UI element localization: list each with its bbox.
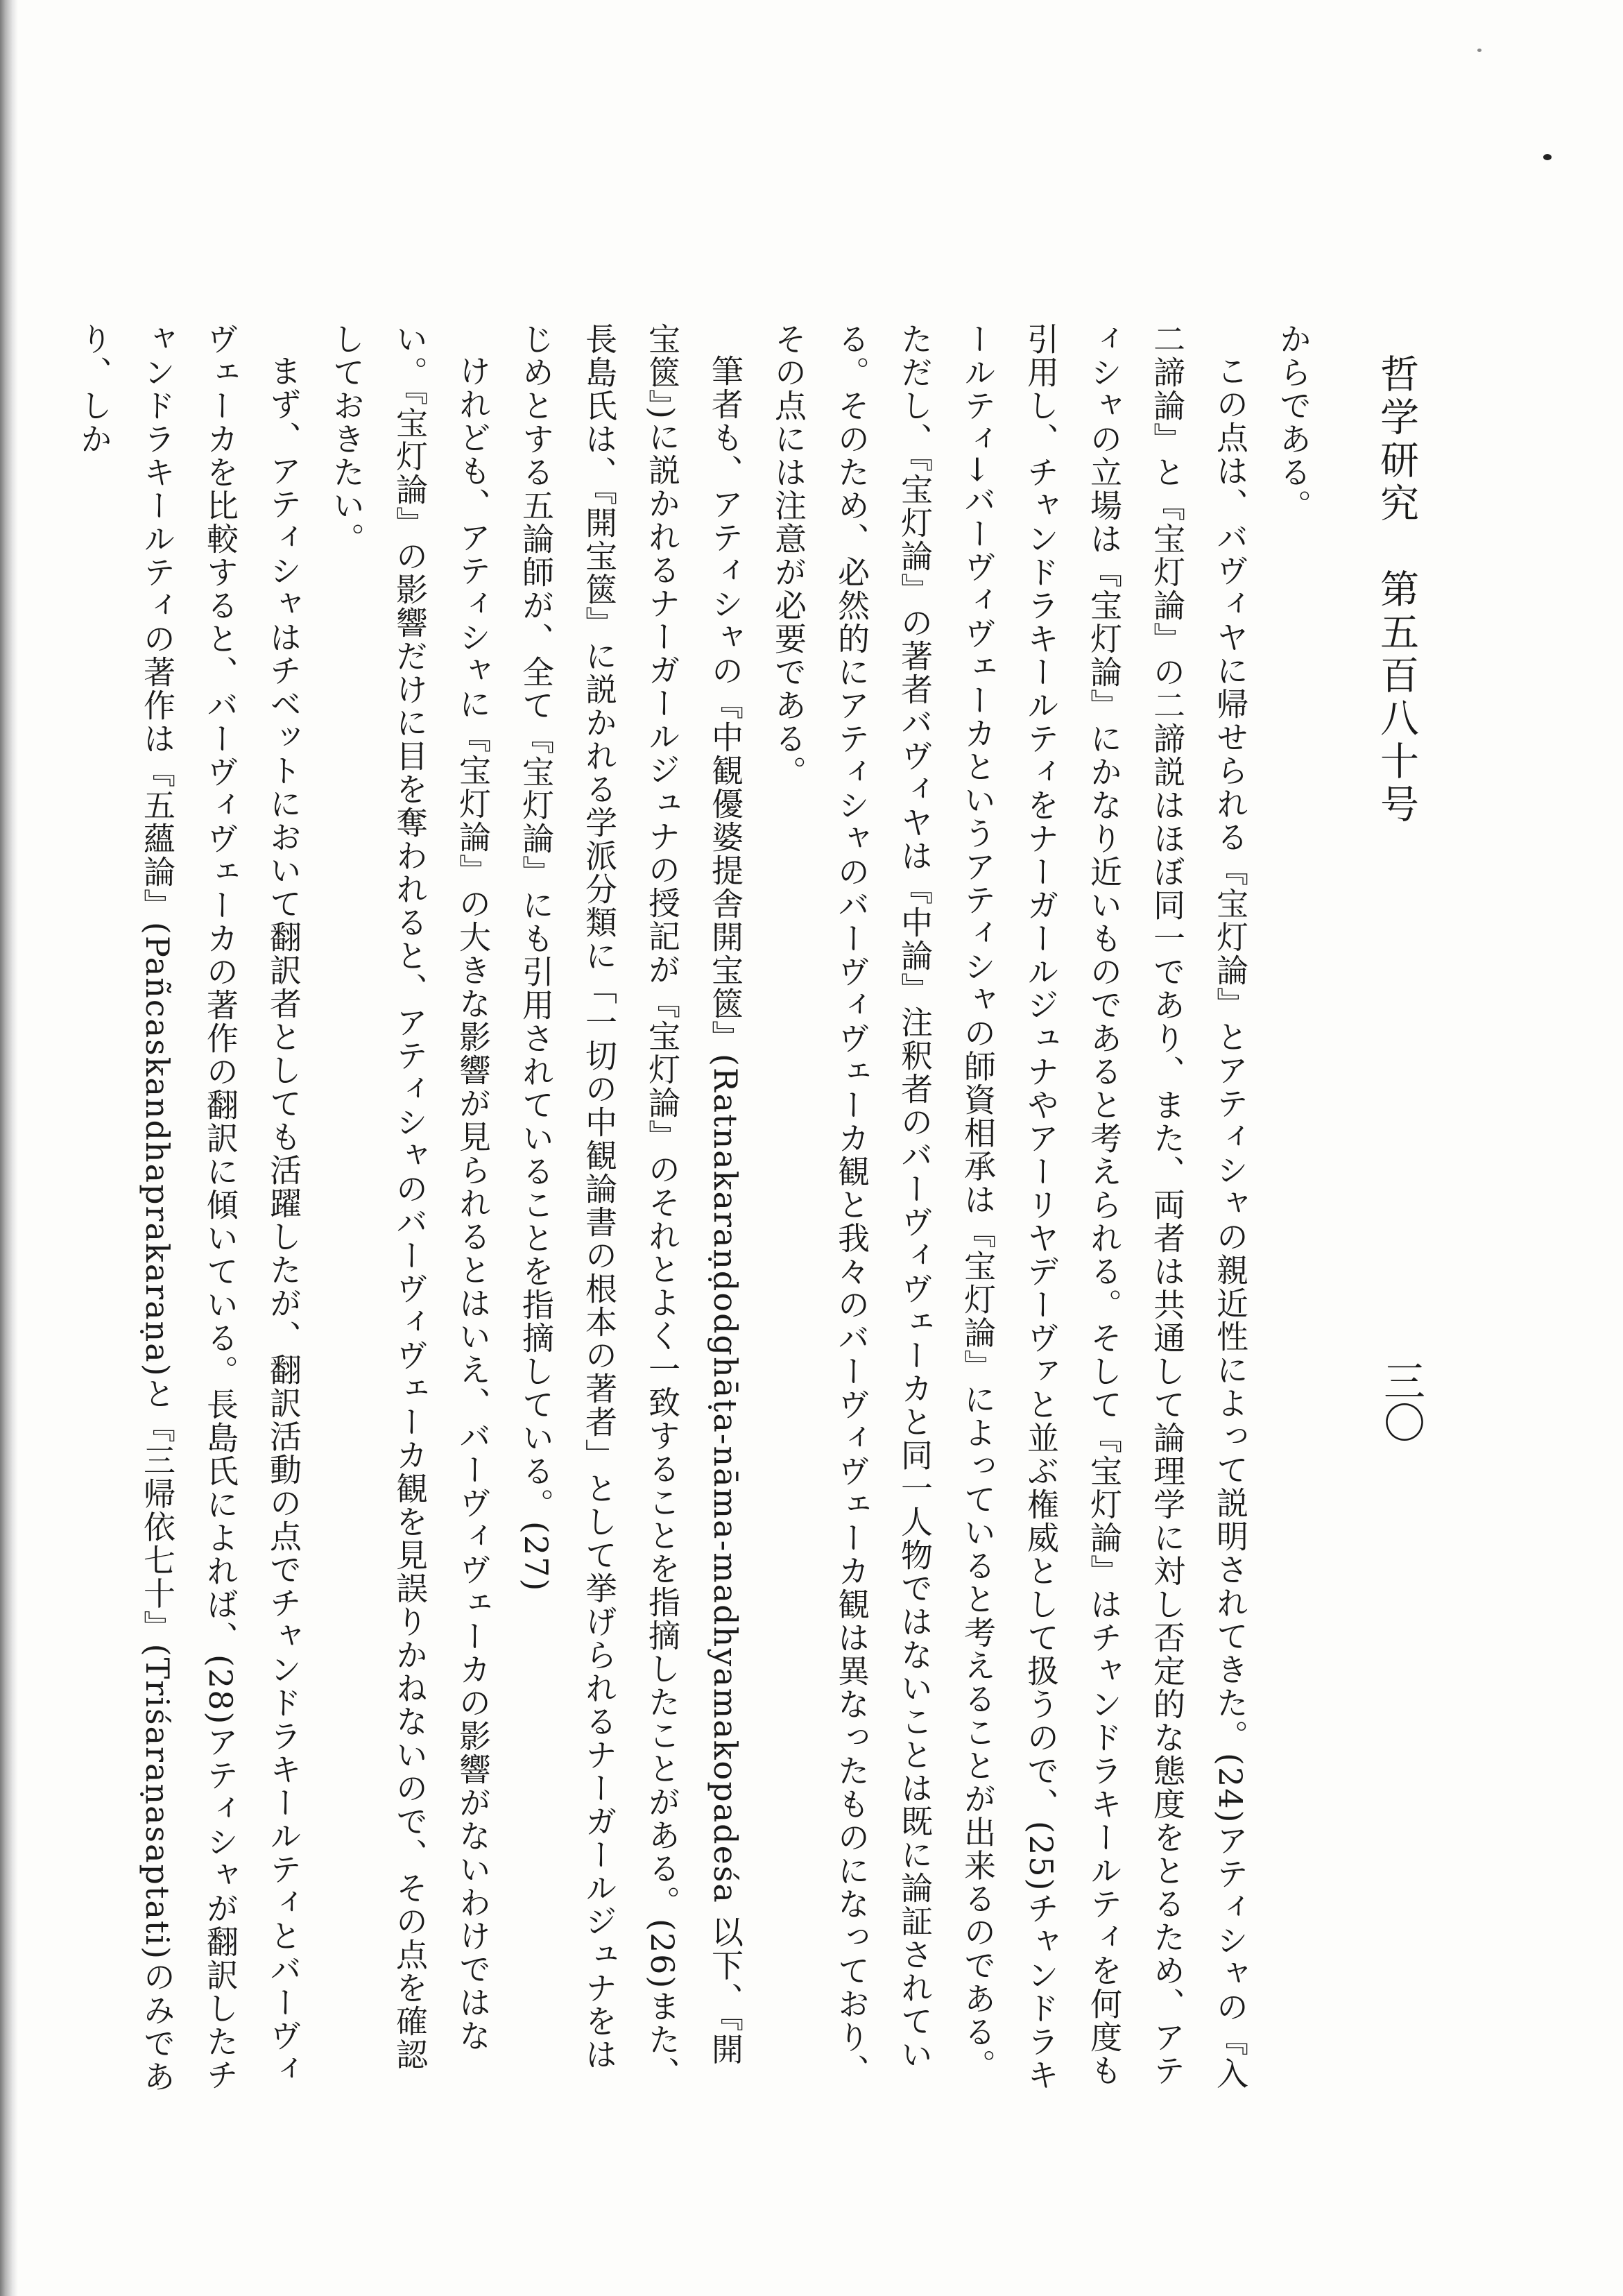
paragraph: からである。: [1275, 323, 1312, 522]
page-number: 三〇: [1377, 1360, 1425, 1443]
paragraph: けれども、アティシャに『宝灯論』の大きな影響が見られるとはいえ、バーヴィヴェーカの影響がないわけではない。『宝灯論』の影響だけに目を奪われると、アティシャのバーヴィヴェーカ観を見誤りかねないので、その点を確認しておきたい。: [328, 323, 492, 2071]
running-head: 哲学研究 第五百八十号: [1374, 354, 1419, 827]
paragraph: 筆者も、アティシャの『中観優婆提舎開宝篋』(Ratnakaraṇḍodghāṭa-nāma-madhyamakopadeśa 以下、『開宝篋』)に説かれるナーガールジュナの授記が『宝灯論』のそれとよく一致することを指摘したことがある。(26)また、長島氏は、『開宝篋』に説かれる学派分類に「一切の中観論書の根本の著者」として挙げられるナーガールジュナをはじめとする五論師が、全て『宝灯論』にも引用されていることを指摘している。(27): [517, 323, 744, 2090]
scan-edge: [0, 0, 18, 2296]
paragraph: この点は、バヴィヤに帰せられる『宝灯論』とアティシャの親近性によって説明されてきた。(24)アティシャの『入二諦論』と『宝灯論』の二諦説はほぼ同一であり、また、両者は共通して論理学に対し否定的な態度をとるため、アティシャの立場は『宝灯論』にかなり近いものであると考えられる。そして『宝灯論』はチャンドラキールティを何度も引用し、チャンドラキールティをナーガールジュナやアーリヤデーヴァと並ぶ権威として扱うので、(25)チャンドラキールティ→バーヴィヴェーカというアティシャの師資相承は『宝灯論』によっていると考えることが出来るのである。ただし、『宝灯論』の著者バヴィヤは『中論』注釈者のバーヴィヴェーカと同一人物ではないことは既に論証されている。そのため、必然的にアティシャのバーヴィヴェーカ観と我々のバーヴィヴェーカ観は異なったものになっており、その点には注意が必要である。: [770, 323, 1249, 2092]
ink-speck: [1477, 49, 1482, 52]
body-text: [62, 323, 1325, 2098]
paragraph: まず、アティシャはチベットにおいて翻訳者としても活躍したが、翻訳活動の点でチャンドラキールティとバーヴィヴェーカを比較すると、バーヴィヴェーカの著作の翻訳に傾いている。長島氏によれば、(28)アティシャが翻訳したチャンドラキールティの著作は『五蘊論』(Pañcaskandhaprakaraṇa)と『三帰依七十』(Triśaraṇasaptati)のみであり、しか: [76, 323, 302, 2094]
ink-speck: [1543, 154, 1552, 160]
